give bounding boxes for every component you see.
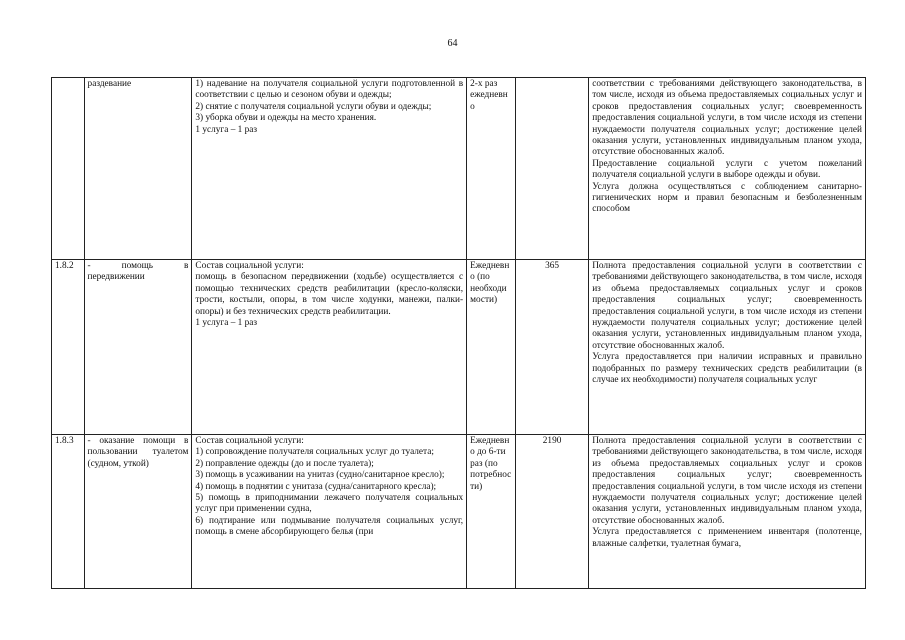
service-content <box>192 260 467 435</box>
content-line: 6) подтирание или подмывание получателя социальных услуг, помощь в смене абсорбирующего белья (при <box>195 515 464 538</box>
content-line: Состав социальной услуги: <box>195 436 304 446</box>
service-frequency: Ежедневно до 6-ти раз (по потребности) <box>467 435 516 589</box>
criteria-line: Услуга должна осуществляться с соблюдением санитарно-гигиенических норм и правил безопасным и безболезненным способом <box>592 181 862 215</box>
content-line: 1 услуга – 1 раз <box>195 318 258 329</box>
content-line: 1) сопровождение получателя социальных услуг до туалета; <box>195 447 434 458</box>
service-name: - оказание помощи в пользовании туалетом (судном, уткой) <box>84 435 192 589</box>
criteria-line: Предоставление социальной услуги с учетом пожеланий получателя социальной услуги в выборе одежды и обуви. <box>592 158 862 181</box>
criteria-line: Услуга предоставляется с применением инвентаря (полотенце, влажные салфетки, туалетная бумага, <box>592 527 862 549</box>
service-number: 1.8.3 <box>52 435 85 589</box>
service-criteria <box>589 78 866 260</box>
criteria-line: Полнота предоставления социальной услуги в соответствии с требованиями действующего законодательства, в том числе, исходя из объема предоставляемых социальных услуг и сроков предоставления социальных услуг; своевременность предоставления социальной услуги, в том числе исходя из степени нуждаемости получателя социальных услуг; достижение целей оказания услуги, установленных индивидуальным планом ухода, отсутствие обоснованных жалоб. <box>592 261 862 351</box>
content-line: Состав социальной услуги: <box>195 261 304 271</box>
content-line: 2) поправление одежды (до и после туалета); <box>195 458 374 469</box>
content-line: 1) надевание на получателя социальной услуги подготовленной в соответствии с целью и сезоном обуви и одежды; <box>195 79 464 101</box>
service-volume: 2190 <box>515 435 588 589</box>
content-line: помощь в безопасном передвижении (ходьбе) осуществляется с помощью технических средств реабилитации (кресло-коляски, трости, костыли, опоры, в том числе ходунки, манежи, палки-опоры) и без технических средств реабилитации. <box>195 272 464 317</box>
service-frequency: Ежедневно (по необходимости) <box>467 260 516 435</box>
table-row <box>52 260 866 435</box>
service-content <box>192 78 467 260</box>
content-line: 2) снятие с получателя социальной услуги обуви и одежды; <box>195 101 432 112</box>
service-number: 1.8.2 <box>52 260 85 435</box>
service-volume: 365 <box>515 260 588 435</box>
service-number <box>52 78 85 260</box>
service-frequency: 2-х раз ежедневно <box>467 78 516 260</box>
content-line: 5) помощь в приподнимании лежачего получателя социальных услуг при применении судна, <box>195 493 464 515</box>
criteria-line: соответствии с требованиями действующего законодательства, в том числе, исходя из объема предоставляемых социальных услуг и сроков предоставления социальных услуг; своевременность предоставления социальной услуги, в том числе исходя из степени нуждаемости получателя социальных услуг; достижение целей оказания услуги, установленных индивидуальным планом ухода, отсутствие обоснованных жалоб. <box>592 79 862 158</box>
service-volume <box>515 78 588 260</box>
table-row <box>52 78 866 260</box>
service-criteria <box>589 260 866 435</box>
criteria-line: Полнота предоставления социальной услуги в соответствии с требованиями действующего законодательства, в том числе, исходя из объема предоставляемых социальных услуг и сроков предоставления социальных услуг; своевременность предоставления социальной услуги, в том числе исходя из степени нуждаемости получателя социальных услуг; достижение целей оказания услуги, установленных индивидуальным планом ухода, отсутствие обоснованных жалоб. <box>592 436 862 526</box>
services-table <box>51 77 866 589</box>
table-row <box>52 435 866 589</box>
content-line: 1 услуга – 1 раз <box>195 124 258 135</box>
page-number: 64 <box>447 38 458 49</box>
service-name: - помощь в передвижении <box>84 260 192 435</box>
content-line: 3) уборка обуви и одежды на место хранения. <box>195 113 377 124</box>
criteria-line: Услуга предоставляется при наличии исправных и правильно подобранных по размеру технических средств реабилитации (в случае их необходимости) получателя социальных услуг <box>592 352 862 386</box>
service-criteria <box>589 435 866 589</box>
content-line: 3) помощь в усаживании на унитаз (судно/санитарное кресло); <box>195 470 445 481</box>
service-content <box>192 435 467 589</box>
service-name: раздевание <box>84 78 192 260</box>
content-line: 4) помощь в поднятии с унитаза (судна/санитарного кресла); <box>195 481 437 492</box>
